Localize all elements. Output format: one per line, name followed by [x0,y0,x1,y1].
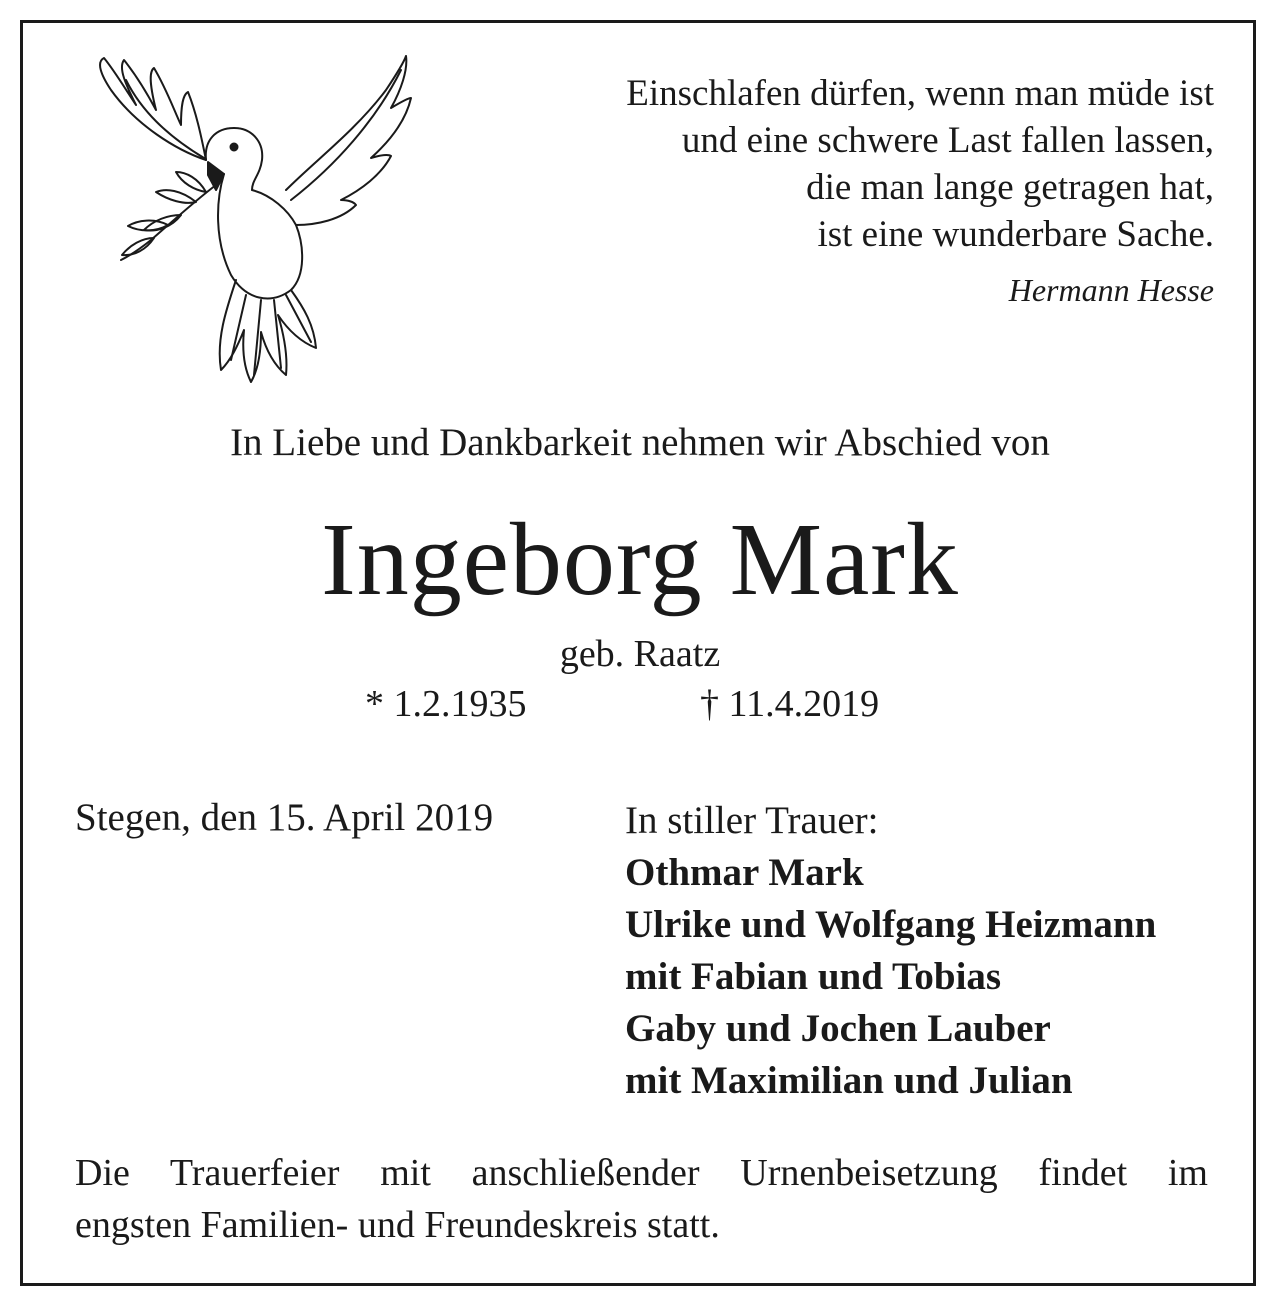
deceased-name: Ingeborg Mark [321,502,959,617]
maiden-name: geb. Raatz [559,633,721,675]
quote-line: Einschlafen dürfen, wenn man müde ist [626,73,1214,114]
mourner-name: mit Maximilian und Julian [625,1059,1073,1102]
place-and-date: Stegen, den 15. April 2019 [75,796,494,839]
mourner-name: Othmar Mark [625,851,864,894]
intro-text: In Liebe und Dankbarkeit nehmen wir Abschied von [230,421,1050,464]
death-date: † 11.4.2019 [700,683,880,725]
ceremony-note [75,1147,1208,1251]
quote-author: Hermann Hesse [1008,272,1214,308]
ceremony-line: engsten Familien- und Freundeskreis statt. [75,1204,720,1246]
mourner-name: Gaby und Jochen Lauber [625,1007,1051,1050]
quote-line: und eine schwere Last fallen lassen, [681,120,1214,161]
mourner-name: mit Fabian und Tobias [625,955,1002,998]
quote-line: ist eine wunderbare Sache. [817,214,1214,255]
quote-line: die man lange getragen hat, [806,167,1214,208]
birth-date: * 1.2.1935 [365,683,527,725]
ceremony-line: Die Trauerfeier mit anschließender Urnenbeisetzung findet im [75,1152,1208,1194]
mourners-block [625,795,1156,1107]
dove-with-olive-branch-icon [56,50,426,390]
quote [514,70,1214,258]
mourners-heading: In stiller Trauer: [625,799,879,842]
mourner-name: Ulrike und Wolfgang Heizmann [625,903,1157,946]
